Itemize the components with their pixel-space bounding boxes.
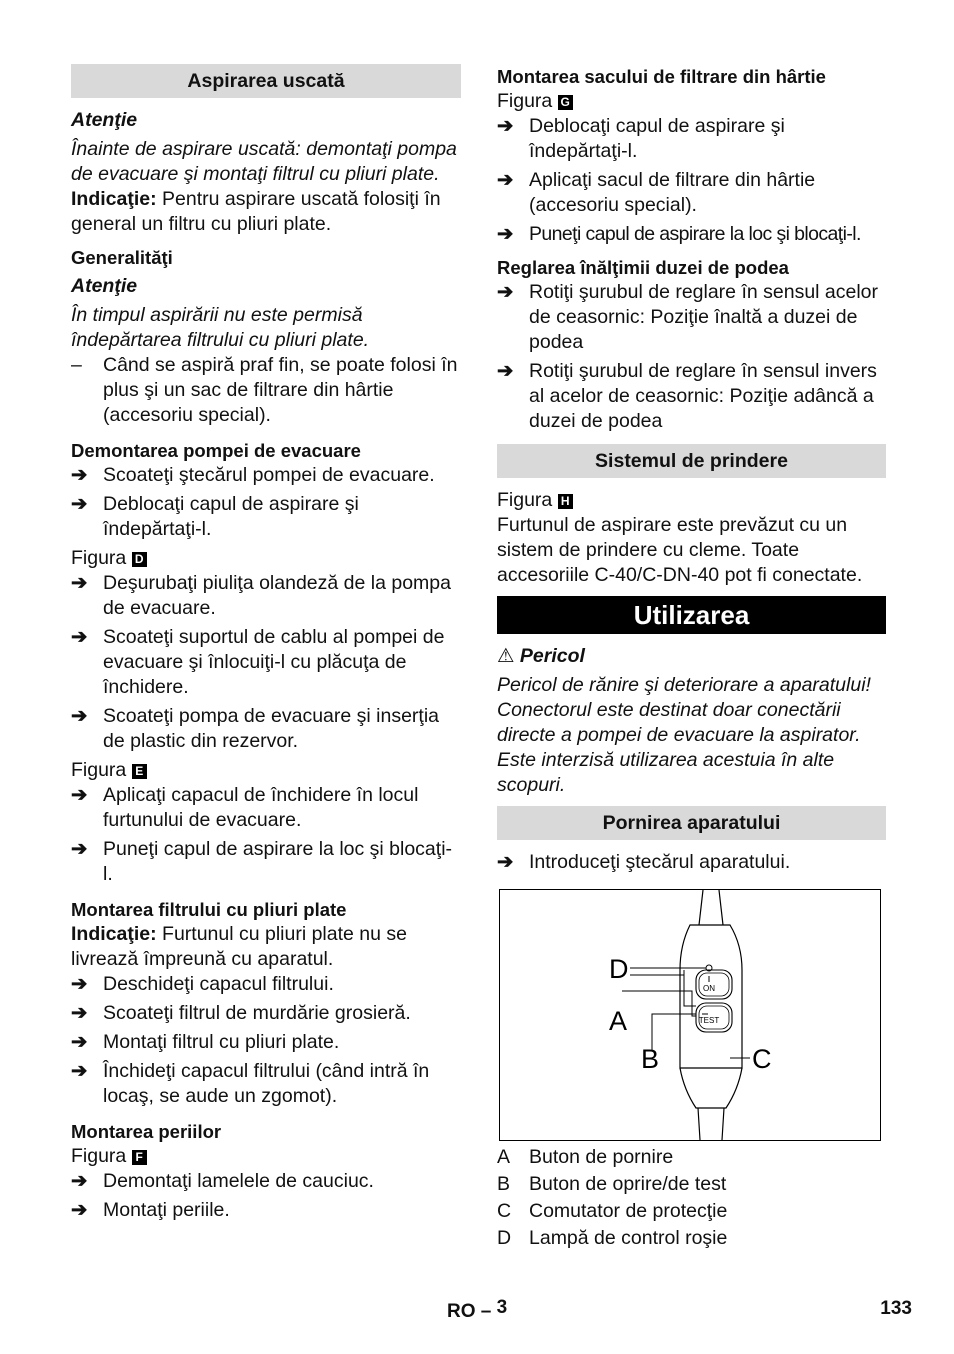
warning-text: În timpul aspirării nu este permisă îndepărtarea filtrului cu pliuri plate.	[71, 304, 370, 351]
dash-item: – Când se aspiră praf fin, se poate folosi în plus şi un sac de filtrare din hârtie (accesoriu special).	[71, 354, 458, 426]
list-item: ➔ Montaţi filtrul cu pliuri plate.	[71, 1031, 340, 1053]
list-item: ➔ Deşurubaţi piuliţa olandeză de la pompa de evacuare.	[71, 572, 451, 619]
section-title-dry: Aspirarea uscată	[71, 64, 461, 98]
label-b: B	[641, 1044, 660, 1074]
list-item: ➔ Scoateţi filtrul de murdărie grosieră.	[71, 1002, 411, 1024]
list-item: ➔ Rotiţi şurubul de reglare în sensul acelor de ceasornic: Poziţie înaltă a duzei de podea	[497, 281, 879, 353]
list-item: ➔ Aplicaţi capacul de închidere în locul furtunului de evacuare.	[71, 784, 419, 831]
arrow-icon: ➔	[497, 115, 514, 137]
figure-ref: Figura D	[71, 546, 461, 571]
heading-pump: Demontarea pompei de evacuare	[71, 440, 361, 461]
legend-item: B Buton de oprire/de test	[497, 1173, 727, 1195]
list-item: ➔ Demontaţi lamelele de cauciuc.	[71, 1170, 374, 1192]
list-item: ➔ Rotiţi şurubul de reglare în sensul invers al acelor de ceasornic: Poziţie adâncă a duzei de podea	[497, 360, 877, 432]
arrow-icon: ➔	[71, 1031, 88, 1053]
arrow-icon: ➔	[71, 705, 88, 727]
list-item: ➔ Introduceţi ştecărul aparatului.	[497, 851, 791, 873]
legend-item: A Buton de pornire	[497, 1146, 674, 1168]
heading-filter: Montarea filtrului cu pliuri plate	[71, 899, 347, 920]
figure-ref: Figura G	[497, 89, 886, 114]
arrow-icon: ➔	[71, 493, 88, 515]
note-text: Pentru aspirare uscată folosiţi în general un filtru cu pliuri plate.	[71, 188, 441, 235]
warning-label: Atenţie	[71, 109, 138, 131]
figure-ref: Figura F	[71, 1144, 461, 1169]
arrow-icon: ➔	[497, 169, 514, 191]
label-c: C	[752, 1044, 772, 1074]
list-item: ➔ Aplicaţi sacul de filtrare din hârtie (accesoriu special).	[497, 169, 816, 216]
figure-badge: D	[132, 552, 147, 567]
right-column	[497, 64, 886, 1251]
arrow-icon: ➔	[71, 973, 88, 995]
section-title-clip: Sistemul de prindere	[497, 444, 886, 478]
list-item: ➔ Puneţi capul de aspirare la loc şi blocaţi-l.	[497, 223, 861, 245]
list-item: ➔ Montaţi periile.	[71, 1199, 230, 1221]
arrow-icon: ➔	[497, 851, 514, 873]
arrow-icon: ➔	[71, 464, 88, 486]
arrow-icon: ➔	[497, 223, 513, 245]
figure-ref: Figura E	[71, 758, 461, 783]
list-item: ➔ Scoateţi suportul de cablu al pompei de evacuare şi înlocuiţi-l cu plăcuţa de închidere.	[71, 626, 445, 698]
arrow-icon: ➔	[71, 1060, 88, 1082]
note-label: Indicaţie:	[71, 188, 157, 210]
list-item: ➔ Deblocaţi capul de aspirare şi îndepărtaţi-l.	[71, 493, 359, 540]
danger-text: Pericol de rănire şi deteriorare a aparatului! Conectorul este destinat doar conectării directe a pompei de evacuare la aspirator. Este interzisă utilizarea acestuia în alte scopuri.	[497, 674, 871, 796]
warning-label: Atenţie	[71, 275, 138, 297]
warning-triangle-icon: ⚠	[497, 645, 515, 667]
arrow-icon: ➔	[497, 360, 514, 382]
list-item: ➔ Scoateţi pompa de evacuare şi inserţia de plastic din rezervor.	[71, 705, 440, 752]
note	[71, 187, 461, 237]
figure-badge: H	[558, 494, 573, 509]
on-label: ON	[703, 984, 715, 993]
list-item: ➔ Scoateţi ştecărul pompei de evacuare.	[71, 464, 435, 486]
figure-ref: Figura H	[497, 488, 886, 513]
arrow-icon: ➔	[71, 626, 88, 648]
arrow-icon: ➔	[71, 784, 88, 806]
figure-badge: F	[132, 1150, 147, 1165]
arrow-icon: ➔	[71, 1002, 88, 1024]
switch-diagram-svg	[500, 890, 880, 1140]
legend-item: C Comutator de protecţie	[497, 1200, 728, 1222]
heading-nozzle: Reglarea înălţimii duzei de podea	[497, 257, 789, 278]
test-label: TEST	[698, 1016, 720, 1025]
heading-bag: Montarea sacului de filtrare din hârtie	[497, 66, 826, 87]
paragraph: Furtunul de aspirare este prevăzut cu un sistem de prindere cu cleme. Toate accesoriile C-40/C-DN-40 pot fi conectate.	[497, 514, 863, 586]
list-item: ➔ Deblocaţi capul de aspirare şi îndepărtaţi-l.	[497, 115, 785, 162]
page-number: 133	[880, 1298, 912, 1319]
legend-item: D Lampă de control roşie	[497, 1227, 728, 1249]
list-item: ➔ Deschideţi capacul filtrului.	[71, 973, 334, 995]
figure-badge: G	[558, 95, 573, 110]
arrow-icon: ➔	[71, 838, 88, 860]
arrow-icon: ➔	[71, 572, 88, 594]
heading-brushes: Montarea periilor	[71, 1121, 222, 1142]
chapter-title-usage: Utilizarea	[497, 596, 886, 634]
label-d: D	[609, 954, 629, 984]
heading-general: Generalităţi	[71, 247, 173, 268]
list-item: ➔ Puneţi capul de aspirare la loc şi blocaţi-l.	[71, 838, 453, 885]
note: Indicaţie: Furtunul cu pliuri plate nu se livrează împreună cu aparatul.	[71, 923, 407, 970]
arrow-icon: ➔	[71, 1170, 88, 1192]
section-title-start: Pornirea aparatului	[497, 806, 886, 840]
danger-heading: ⚠ Pericol	[497, 645, 585, 667]
footer-language: RO – 3	[447, 1297, 508, 1322]
dash-icon: –	[71, 354, 82, 376]
left-column	[71, 64, 461, 1223]
arrow-icon: ➔	[71, 1199, 88, 1221]
switch-diagram	[499, 889, 881, 1141]
label-a: A	[609, 1006, 628, 1036]
arrow-icon: ➔	[497, 281, 514, 303]
figure-badge: E	[132, 764, 147, 779]
warning-text: Înainte de aspirare uscată: demontaţi pompa de evacuare şi montaţi filtrul cu pliuri plate.	[71, 138, 457, 185]
list-item: ➔ Închideţi capacul filtrului (când intră în locaş, se aude un zgomot).	[71, 1060, 430, 1107]
